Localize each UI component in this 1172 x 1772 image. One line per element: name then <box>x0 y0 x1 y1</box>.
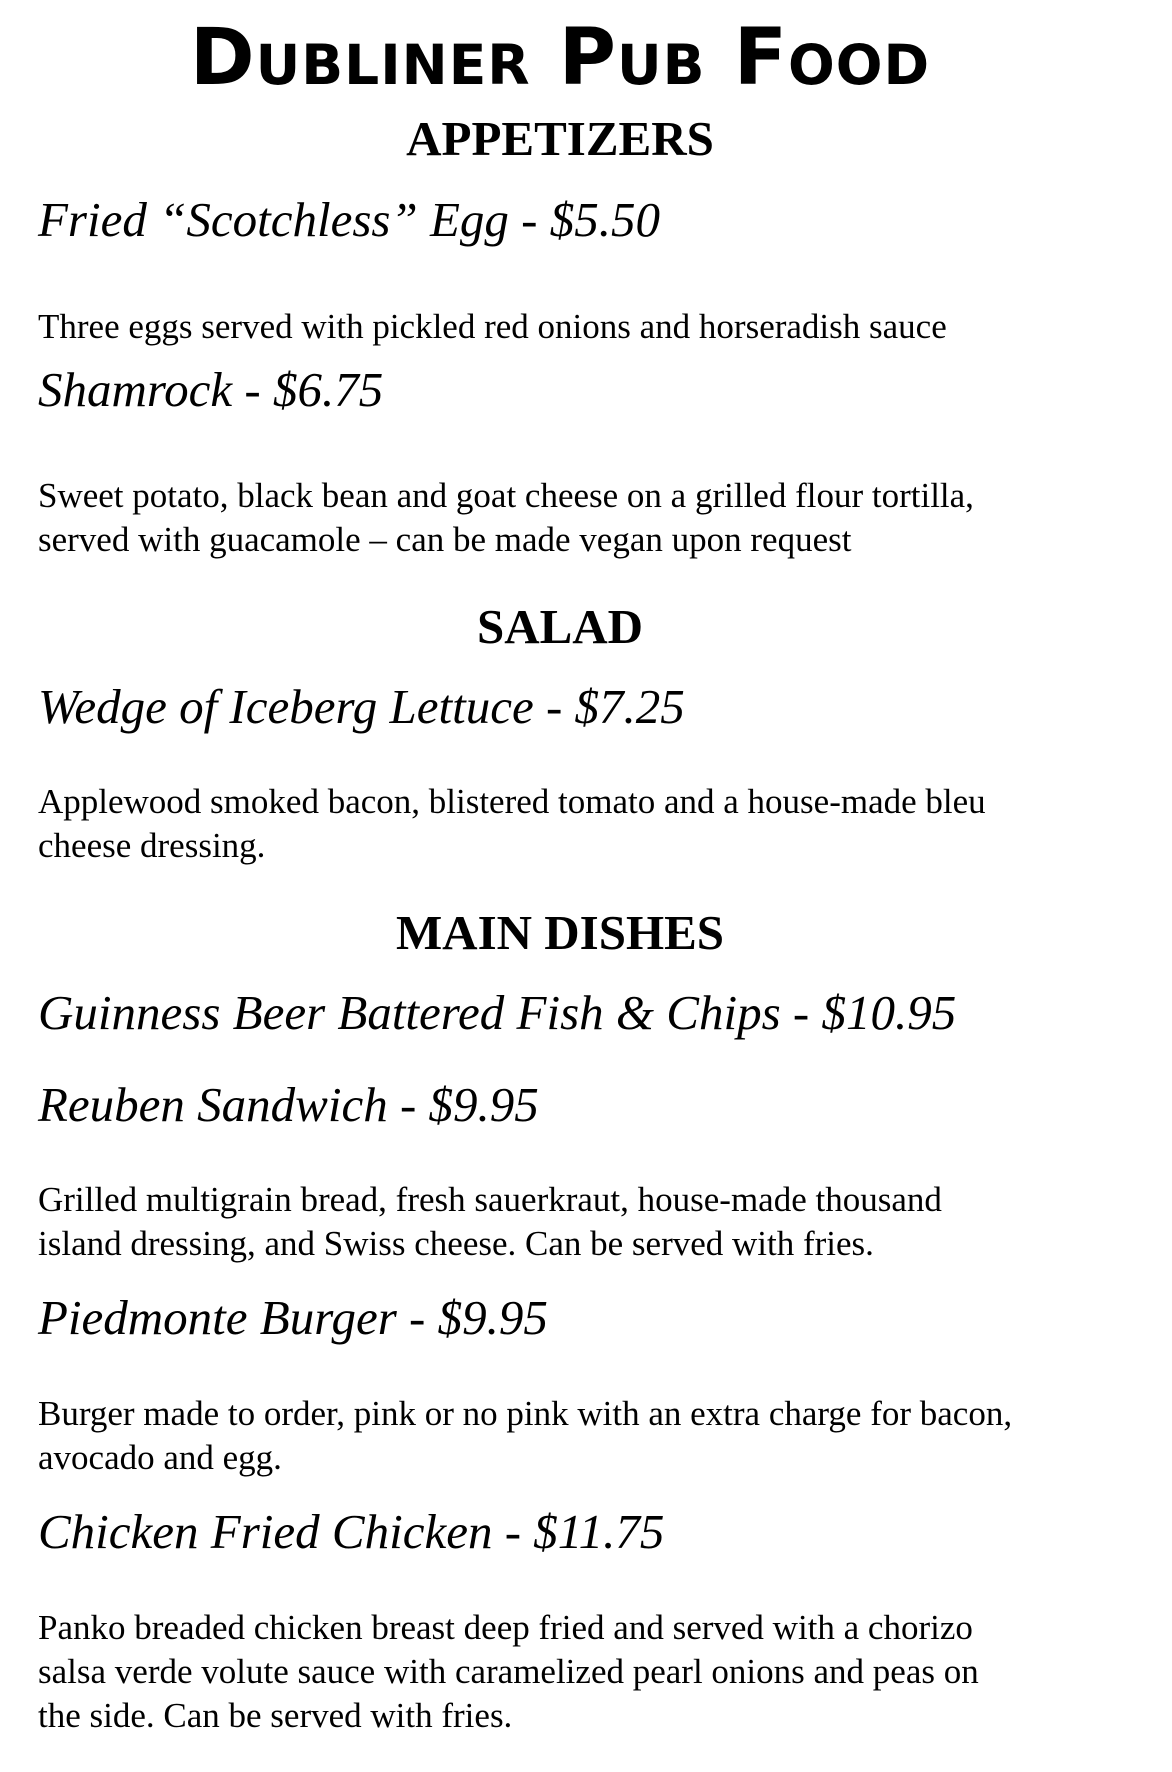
menu-item-description <box>38 1392 1138 1480</box>
menu-item-name: Piedmonte Burger - $9.95 <box>38 1290 548 1345</box>
menu-item-name: Guinness Beer Battered Fish & Chips - $10.95 <box>38 985 957 1040</box>
menu-item-name: Chicken Fried Chicken - $11.75 <box>38 1504 665 1559</box>
description-line: Burger made to order, pink or no pink with an extra charge for bacon, <box>38 1394 1013 1433</box>
section-heading-appetizers: APPETIZERS <box>406 111 714 166</box>
description-line: the side. Can be served with fries. <box>38 1696 513 1735</box>
menu-item-description <box>38 780 1138 868</box>
description-line: Panko breaded chicken breast deep fried and served with a chorizo <box>38 1608 973 1647</box>
description-line: Sweet potato, black bean and goat cheese on a grilled flour tortilla, <box>38 476 974 515</box>
description-line: island dressing, and Swiss cheese. Can be served with fries. <box>38 1224 874 1263</box>
description-line: Grilled multigrain bread, fresh sauerkraut, house-made thousand <box>38 1180 942 1219</box>
menu-title: Dubliner Pub Food <box>189 13 931 103</box>
section-heading-main-dishes: MAIN DISHES <box>395 905 725 960</box>
menu-item-description <box>38 1178 1138 1266</box>
description-line: salsa verde volute sauce with caramelized pearl onions and peas on <box>38 1652 979 1691</box>
menu-item-name: Fried “Scotchless” Egg - $5.50 <box>38 192 660 247</box>
description-line: cheese dressing. <box>38 826 266 865</box>
menu-item-description <box>38 1606 1138 1738</box>
menu-item-description <box>38 474 1138 562</box>
menu-item-name: Shamrock - $6.75 <box>38 362 384 417</box>
section-heading-salad: SALAD <box>476 599 644 654</box>
description-line: Three eggs served with pickled red onions and horseradish sauce <box>38 307 947 346</box>
menu-item-name: Wedge of Iceberg Lettuce - $7.25 <box>38 679 685 734</box>
description-line: Applewood smoked bacon, blistered tomato and a house-made bleu <box>38 782 986 821</box>
menu-item-description <box>38 305 1138 349</box>
description-line: served with guacamole – can be made vegan upon request <box>38 520 852 559</box>
menu-item-name: Reuben Sandwich - $9.95 <box>38 1077 539 1132</box>
description-line: avocado and egg. <box>38 1438 282 1477</box>
